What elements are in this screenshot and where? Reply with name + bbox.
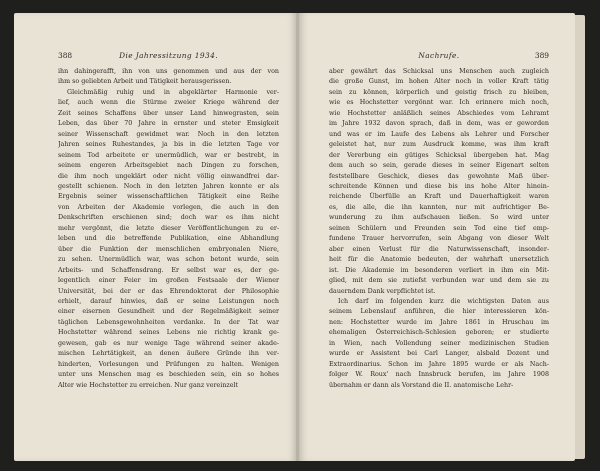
- text-line: hinderten, Vorlesungen und Prüfungen zu halten. Wenigen: [58, 360, 279, 368]
- text-line: im Jahre 1932 davon sprach, daß in dem, was er geworden: [329, 120, 549, 128]
- page-edge: [575, 15, 585, 459]
- text-line: Ergebnis seiner wissenschaftlichen Tätigkeit eine Reihe: [58, 193, 279, 201]
- running-title: Nachrufe.: [418, 51, 460, 60]
- text-line: wurde er Assistent bei Carl Langer, alsbald Dozent und: [329, 350, 549, 358]
- text-line: Arbeits- und Schaffensdrang. Er selbst war es, der ge-: [58, 266, 279, 274]
- text-line: wunderung zu ihm aufschauen ließen. So wird unter: [329, 214, 549, 222]
- text-line: Leben, das über 70 Jahre in ernster und steter Emsigkeit: [58, 120, 279, 128]
- text-line: Zeit seines Schaffens über unser Land hinwegrasten, sein: [58, 109, 279, 117]
- text-line: in Wien, nach Vollendung seiner medizinischen Studien: [329, 339, 549, 347]
- right-page: [299, 13, 575, 461]
- text-line: von Arbeiten der Akademie vorlegen, die auch in den: [58, 203, 279, 211]
- text-line: Extraordinarius. Schon im Jahre 1895 wurde er als Nach-: [329, 360, 549, 368]
- text-line: seiner Wissenschaft gewidmet war. Noch in den letzten: [58, 130, 279, 138]
- text-line: ist. Die Akademie im besonderen verliert in ihm ein Mit-: [329, 266, 549, 274]
- text-line: Alter wie Hochstetter zu erreichen. Nur ganz vereinzelt: [58, 381, 239, 389]
- left-page-body: [58, 67, 279, 391]
- text-line: lief, auch wenn die Stürme zweier Kriege während der: [58, 99, 279, 107]
- text-line: mischen Lehrtätigkeit, an denen äußere Gründe ihn ver-: [58, 350, 279, 358]
- text-line: dauerndem Dank verpflichtet ist.: [329, 287, 436, 295]
- text-line: ihn dahingerafft, ihn von uns genommen und aus der von: [58, 68, 279, 75]
- text-line: seinem Tod arbeitete er unermüdlich, war er bestrebt, in: [58, 151, 279, 159]
- text-line: seinem engeren Arbeitsgebiet nach Dingen zu forschen,: [58, 162, 279, 170]
- left-page-header: [58, 51, 279, 61]
- text-line: der Vererbung ein gütiges Schicksal übergeben hat. Mag: [329, 151, 549, 159]
- text-line: reichende Überfülle an Kraft und Dauerhaftigkeit waren: [329, 193, 549, 201]
- left-page: [14, 13, 297, 461]
- page-number: 389: [534, 51, 549, 60]
- text-line: wie Hochstetter anläßlich seines Abschiedes vom Lehramt: [329, 109, 549, 117]
- text-line: Ich darf im folgenden kurz die wichtigsten Daten aus: [338, 297, 549, 305]
- text-line: seinem Lebenslauf anführen, die hier interessieren kön-: [329, 308, 549, 316]
- text-line: gewesen, gab es nur wenige Tage während seiner akade-: [58, 339, 279, 347]
- text-line: und was er im Laufe des Lebens als Lehrer und Forscher: [329, 130, 549, 138]
- text-line: unter uns Menschen mag es beschieden sein, ein so hohes: [58, 371, 279, 379]
- text-line: die große Gunst, im hohen Alter noch in voller Kraft tätig: [329, 78, 549, 86]
- text-line: zu sehen. Unermüdlich war, was schon betont wurde, sein: [58, 256, 279, 264]
- right-page-body: [329, 67, 549, 391]
- right-page-header: [329, 51, 549, 61]
- text-line: mehr vergönnt, die letzte dieser Veröffentlichungen zu er-: [58, 224, 279, 232]
- text-line: Universität, bei der er das Ehrendoktorat der Philosophie: [58, 287, 279, 295]
- text-line: ehemaligen Österreichisch-Schlesien geboren; er studierte: [329, 329, 549, 337]
- text-line: nen: Hochstetter wurde im Jahre 1861 in Hruschau im: [329, 318, 549, 326]
- text-line: feststellbare Geschick, dieses das gewohnte Maß über-: [329, 172, 549, 180]
- text-line: gestellt schienen. Noch in den letzten Jahren konnte er als: [58, 182, 279, 190]
- text-line: legentlich einer Feier im großen Festsaale der Wiener: [58, 277, 279, 285]
- text-line: Hochstetter während seines Lebens nie richtig krank ge-: [58, 329, 279, 337]
- running-title: Die Jahressitzung 1934.: [119, 51, 218, 60]
- text-line: übernahm er dann als Vorstand die II. anatomische Lehr-: [329, 381, 514, 389]
- text-line: die ihm noch ungeklärt oder nicht völlig einwandfrei dar-: [58, 172, 279, 180]
- text-line: einer eisernen Gesundheit und der Regelmäßigkeit seiner: [58, 308, 279, 316]
- text-line: Jahren seines Ruhestandes, ja bis in die letzten Tage vor: [58, 141, 279, 149]
- text-line: aber einen Verlust für die Naturwissenschaft, insonder-: [329, 245, 549, 253]
- text-line: Gleichmäßig ruhig und in abgeklärter Harmonie ver-: [67, 88, 279, 96]
- text-line: geleistet hat, nur zum Ausdruck komme, was ihm kraft: [329, 141, 549, 149]
- text-line: schreitende Können und diese bis ins hohe Alter hinein-: [329, 182, 549, 190]
- text-line: fundene Trauer hervorrufen, sein Abgang von dieser Welt: [329, 235, 549, 243]
- text-line: ihm so geliebten Arbeit und Tätigkeit herausgerissen.: [58, 78, 232, 86]
- text-line: erhielt, darauf hinwies, daß er seine Leistungen noch: [58, 297, 279, 305]
- text-line: leben und die betreffende Publikation, eine Abhandlung: [58, 235, 279, 243]
- page-number: 388: [58, 51, 73, 60]
- text-line: seinen Schülern und Freunden sein Tod eine tief emp-: [329, 224, 549, 232]
- text-line: heit für die Anatomie bedeuten, der wahrhaft unersetzlich: [329, 256, 549, 264]
- text-line: dem auch so sein, gerade dieses in seiner Eigenart selten: [329, 162, 549, 170]
- text-line: aber gewährt das Schicksal uns Menschen auch zugleich: [329, 68, 549, 75]
- text-line: glied, mit dem sie zutiefst verbunden war und dem sie zu: [329, 277, 549, 285]
- text-line: sein zu können, körperlich und geistig frisch zu bleiben,: [329, 88, 549, 96]
- text-line: täglichen Lebensgewohnheiten verdanke. In der Tat war: [58, 318, 279, 326]
- text-line: Denkschriften erschienen sind; doch war es ihm nicht: [58, 214, 279, 222]
- text-line: wie es Hochstetter vergönnt war. Ich erinnere mich noch,: [329, 99, 549, 107]
- text-line: über die Funktion der menschlichen embryonalen Niere,: [58, 245, 279, 253]
- text-line: es, die alle, die ihn kannten, nur mit aufrichtiger Be-: [329, 203, 549, 211]
- text-line: folger W. Roux' nach Innsbruck berufen, im Jahre 1908: [329, 371, 549, 379]
